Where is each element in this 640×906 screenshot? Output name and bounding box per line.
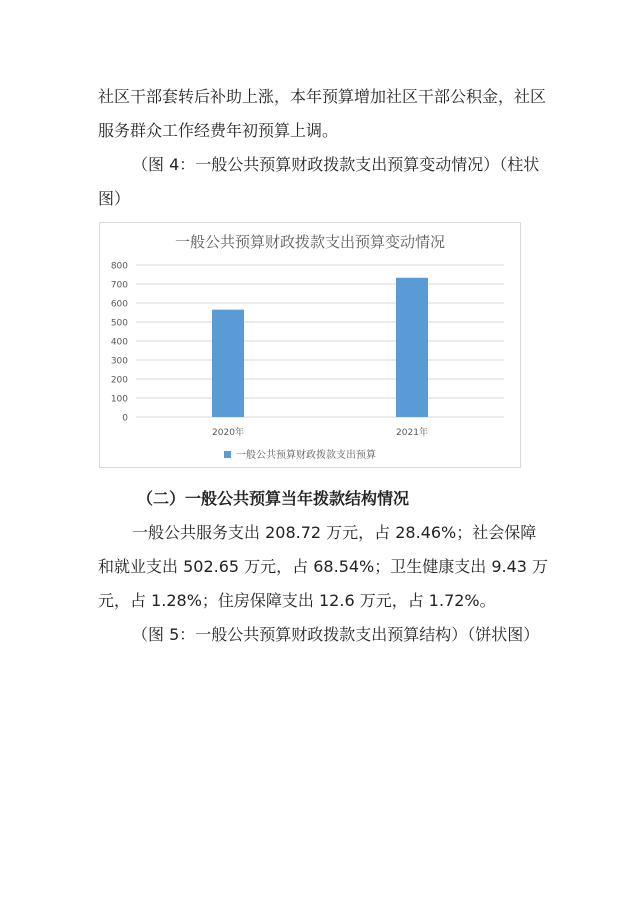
y-tick-label: 400 <box>110 337 128 348</box>
bar-2020年 <box>212 310 244 417</box>
paragraph-budget-increase: 社区干部套转后补助上涨，本年预算增加社区干部公积金，社区服务群众工作经费年初预算上调。 <box>98 87 547 140</box>
y-tick-label: 300 <box>110 356 128 367</box>
y-tick-label: 100 <box>110 394 128 405</box>
y-tick-label: 700 <box>110 280 128 291</box>
x-tick-label: 2020年 <box>212 428 244 438</box>
bar-chart <box>99 222 521 468</box>
section-heading-2: （二）一般公共预算当年拨款结构情况 <box>137 489 410 508</box>
y-tick-label: 0 <box>122 413 128 424</box>
y-tick-label: 500 <box>110 318 128 329</box>
y-tick-label: 800 <box>110 261 128 272</box>
y-tick-label: 600 <box>110 299 128 310</box>
legend-label: 一般公共预算财政拨款支出预算 <box>236 450 376 461</box>
bar-chart-svg <box>100 223 520 467</box>
x-tick-label: 2021年 <box>396 428 428 438</box>
bar-2021年 <box>396 278 428 417</box>
caption-figure-5: （图 5：一般公共预算财政拨款支出预算结构）（饼状图） <box>132 625 540 644</box>
paragraph-allocation-structure: 一般公共服务支出 208.72 万元，占 28.46%；社会保障和就业支出 502.65 万元，占 68.54%；卫生健康支出 9.43 万元，占 1.28%；住房保障支出 12.6 万元，占 1.72%。 <box>98 523 549 610</box>
legend-swatch <box>224 451 231 458</box>
chart-title: 一般公共预算财政拨款支出预算变动情况 <box>174 233 446 251</box>
y-tick-label: 200 <box>110 375 128 386</box>
caption-figure-4: （图 4：一般公共预算财政拨款支出预算变动情况）（柱状图） <box>98 155 540 208</box>
